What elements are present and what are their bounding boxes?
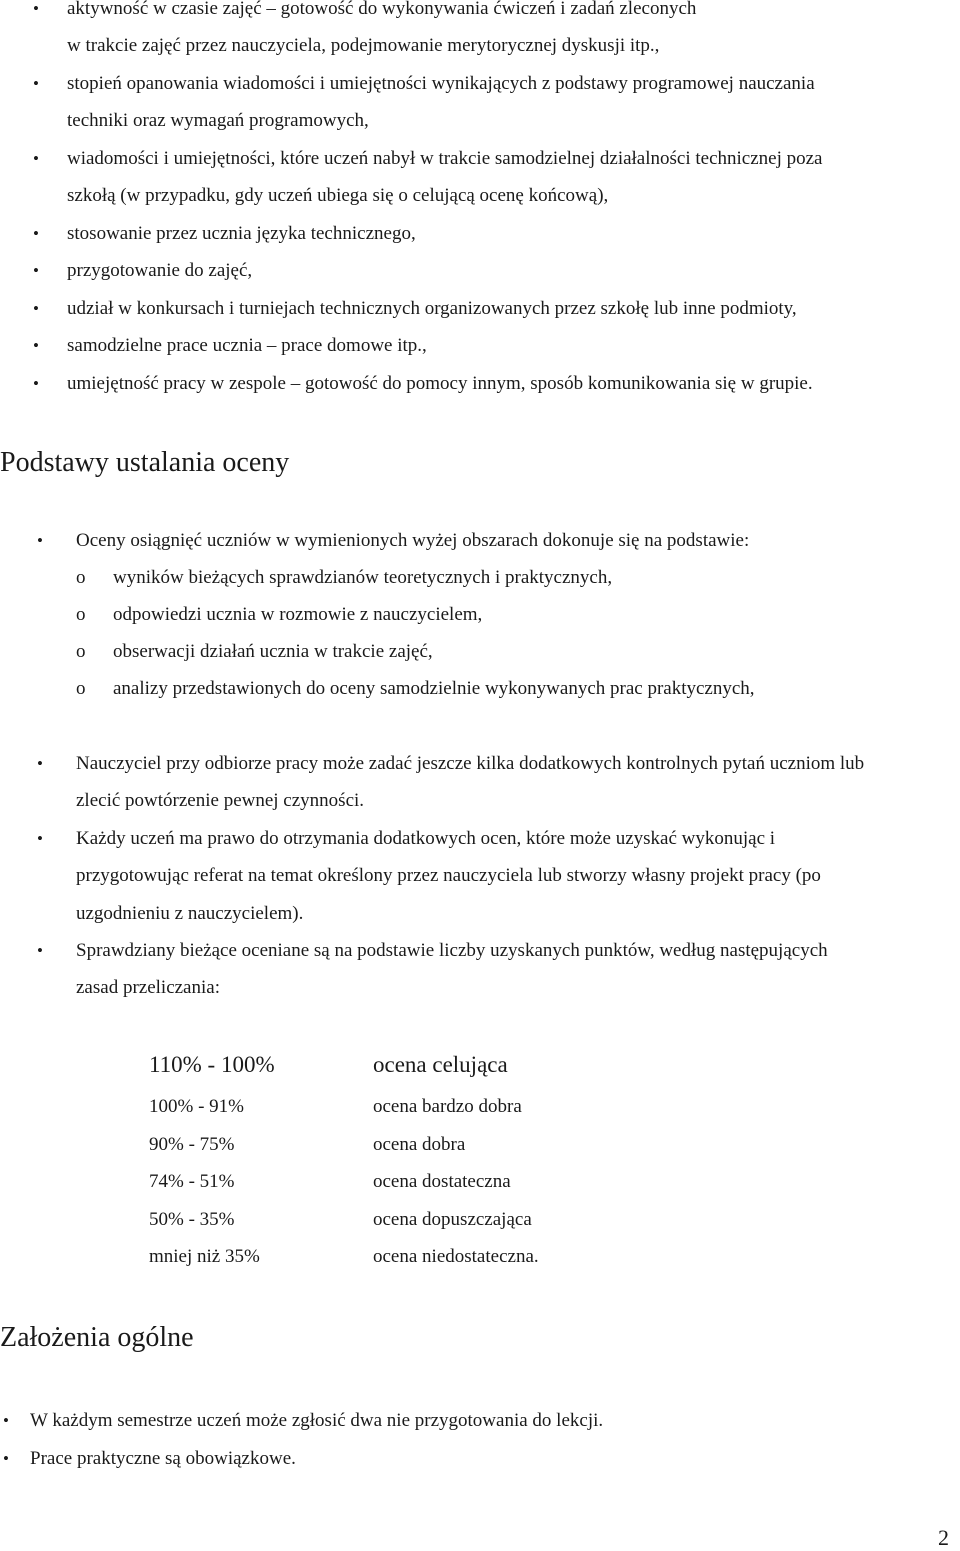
list-item-line: Prace praktyczne są obowiązkowe. [30, 1448, 296, 1469]
grade-name: ocena dopuszczająca [373, 1209, 532, 1230]
grade-range: 74% - 51% [149, 1171, 235, 1192]
paragraph-line: zlecić powtórzenie pewnej czynności. [76, 790, 365, 811]
paragraph-line: zasad przeliczania: [76, 977, 220, 998]
sub-list-item: odpowiedzi ucznia w rozmowie z nauczycielem, [113, 604, 483, 625]
sub-list-item: analizy przedstawionych do oceny samodzielnie wykonywanych prac praktycznych, [113, 678, 755, 699]
sub-bullet-marker: o [76, 678, 86, 699]
list-item-line: samodzielne prace ucznia – prace domowe itp., [67, 335, 427, 356]
list-item-line: szkołą (w przypadku, gdy uczeń ubiega się o celującą ocenę końcową), [67, 185, 609, 206]
bullet-marker: • [3, 1411, 9, 1430]
list-item-line: stopień opanowania wiadomości i umiejętności wynikających z podstawy programowej nauczania [67, 73, 815, 94]
bullet-marker: • [37, 531, 43, 550]
bullet-marker: • [33, 0, 39, 18]
paragraph-line: Nauczyciel przy odbiorze pracy może zadać jeszcze kilka dodatkowych kontrolnych pytań uczniom lub [76, 753, 865, 774]
list-item-line: udział w konkursach i turniejach technicznych organizowanych przez szkołę lub inne podmioty, [67, 298, 797, 319]
list-item-line: umiejętność pracy w zespole – gotowość do pomocy innym, sposób komunikowania się w grupie. [67, 373, 813, 394]
bullet-marker: • [33, 261, 39, 280]
list-item-line: Oceny osiągnięć uczniów w wymienionych wyżej obszarach dokonuje się na podstawie: [76, 530, 750, 551]
grade-range: mniej niż 35% [149, 1246, 260, 1267]
section-heading-zalozenia: Założenia ogólne [0, 1322, 194, 1353]
bullet-marker: • [33, 74, 39, 93]
bullet-marker: • [33, 149, 39, 168]
grade-name: ocena dobra [373, 1134, 466, 1155]
list-item-line: wiadomości i umiejętności, które uczeń nabył w trakcie samodzielnej działalności technicznej poza [67, 148, 823, 169]
list-item-line: w trakcie zajęć przez nauczyciela, podejmowanie merytorycznej dyskusji itp., [67, 35, 660, 56]
page-number: 2 [938, 1525, 949, 1550]
grade-range: 100% - 91% [149, 1096, 244, 1117]
paragraph-line: Sprawdziany bieżące oceniane są na podstawie liczby uzyskanych punktów, według następujących [76, 940, 828, 961]
bullet-marker: • [33, 299, 39, 318]
bullet-marker: • [33, 374, 39, 393]
sub-bullet-marker: o [76, 567, 86, 588]
bullet-marker: • [37, 941, 43, 960]
paragraph-line: przygotowując referat na temat określony przez nauczyciela lub stworzy własny projekt pracy (po [76, 865, 821, 886]
list-item-line: techniki oraz wymagań programowych, [67, 110, 369, 131]
paragraph-line: uzgodnieniu z nauczycielem). [76, 903, 304, 924]
grade-range: 50% - 35% [149, 1209, 235, 1230]
bullet-marker: • [3, 1449, 9, 1468]
section-heading-podstawy: Podstawy ustalania oceny [0, 447, 290, 478]
paragraph-line: Każdy uczeń ma prawo do otrzymania dodatkowych ocen, które może uzyskać wykonując i [76, 828, 776, 849]
sub-list-item: wyników bieżących sprawdzianów teoretycznych i praktycznych, [113, 567, 613, 588]
grade-name: ocena niedostateczna. [373, 1246, 539, 1267]
bullet-marker: • [33, 224, 39, 243]
list-item-line: W każdym semestrze uczeń może zgłosić dwa nie przygotowania do lekcji. [30, 1410, 604, 1431]
grade-name: ocena bardzo dobra [373, 1096, 522, 1117]
bullet-marker: • [37, 754, 43, 773]
grade-range: 110% - 100% [149, 1052, 275, 1077]
grade-name: ocena dostateczna [373, 1171, 511, 1192]
bullet-marker: • [33, 336, 39, 355]
bullet-marker: • [37, 829, 43, 848]
grade-name: ocena celująca [373, 1052, 508, 1077]
list-item-line: przygotowanie do zajęć, [67, 260, 253, 281]
grade-range: 90% - 75% [149, 1134, 235, 1155]
sub-list-item: obserwacji działań ucznia w trakcie zajęć, [113, 641, 433, 662]
sub-bullet-marker: o [76, 641, 86, 662]
sub-bullet-marker: o [76, 604, 86, 625]
list-item-line: aktywność w czasie zajęć – gotowość do wykonywania ćwiczeń i zadań zleconych [67, 0, 697, 19]
list-item-line: stosowanie przez ucznia języka technicznego, [67, 223, 416, 244]
